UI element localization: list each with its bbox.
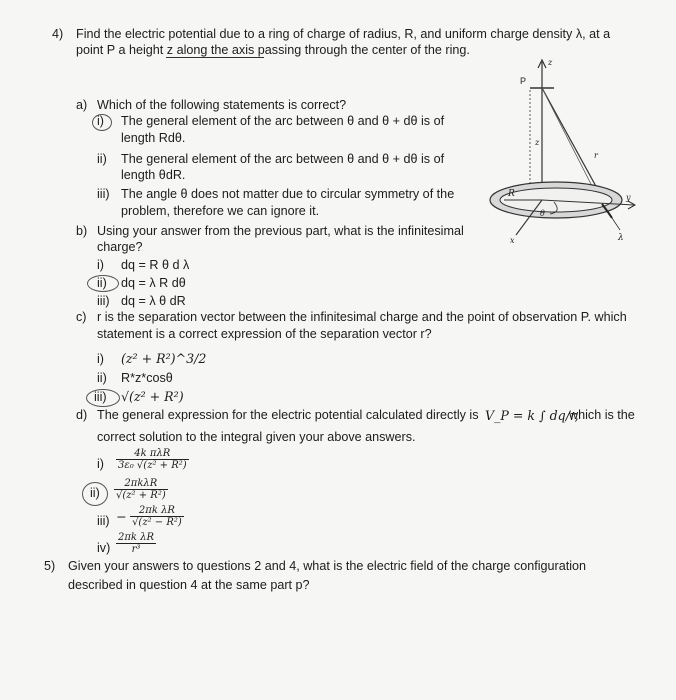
c-option-3-label: iii) — [94, 390, 107, 404]
a-option-1-label: i) — [97, 114, 104, 128]
a-option-1-line1: The general element of the arc between θ and θ + dθ is of — [121, 114, 445, 128]
q4-text-line2: point P a height z along the axis passing through the center of the ring. — [76, 43, 470, 57]
a-option-3-line2: problem, therefore we can ignore it. — [121, 204, 320, 218]
b-option-1: dq = R θ d λ — [121, 258, 190, 272]
part-c-label: c) — [76, 310, 87, 324]
label-x: x — [510, 236, 515, 245]
a-option-2-line2: length θdR. — [121, 168, 186, 182]
part-b-question-line1: Using your answer from the previous part, what is the infinitesimal — [97, 224, 464, 238]
q5-text-line1: Given your answers to questions 2 and 4, what is the electric field of the charge configuration — [68, 559, 587, 573]
part-d-question-line1-b: which is the — [569, 408, 635, 422]
d-option-3-label: iii) — [97, 514, 110, 528]
ring-charge-diagram — [484, 50, 644, 250]
label-R: R — [508, 189, 515, 199]
part-a-label: a) — [76, 98, 88, 112]
part-b-question-line2: charge? — [97, 240, 143, 254]
d-option-2: $\frac{\text{2πkλR}}{\text{√(z² + R²)}}$ — [116, 478, 166, 501]
label-theta: θ — [540, 209, 545, 218]
a-option-1-line2: length Rdθ. — [121, 131, 186, 145]
label-y: y — [626, 193, 631, 202]
d-option-4: $\frac{\text{2πk λR}}{\text{r³}}$ — [118, 532, 155, 555]
label-r: r — [594, 151, 598, 160]
a-option-2-line1: The general element of the arc between θ and θ + dθ is of — [121, 152, 445, 166]
q4-number: 4) — [52, 27, 64, 41]
potential-formula: V_P = k ∫ dq/r, — [485, 408, 579, 423]
label-p: P — [520, 76, 527, 86]
part-d-question-line1-a: The general expression for the electric potential calculated directly is — [97, 408, 479, 422]
d-option-1: $\frac{\text{4k πλR}}{\text{3ε₀ √(z² + R²)}}$ — [118, 448, 187, 471]
c-option-3: √(z² + R²) — [121, 389, 184, 404]
a-option-3-label: iii) — [97, 187, 110, 201]
a-option-3-line1: The angle θ does not matter due to circular symmetry of the — [121, 187, 455, 201]
part-d-question-line2: correct solution to the integral given your above answers. — [97, 430, 416, 444]
a-option-2-label: ii) — [97, 152, 107, 166]
q5-text-line2: described in question 4 at the same part p? — [68, 578, 310, 592]
q5-number: 5) — [44, 559, 56, 573]
part-c-question-line1: r is the separation vector between the infinitesimal charge and the point of observation P. which — [97, 310, 627, 324]
part-a-question: Which of the following statements is correct? — [97, 98, 347, 112]
label-lambda: λ — [618, 233, 624, 243]
b-option-2-label: ii) — [97, 276, 107, 290]
c-option-1: (z² + R²)^3/2 — [121, 351, 207, 366]
label-z: z — [535, 138, 540, 147]
b-option-3-label: iii) — [97, 294, 110, 308]
label-z-axis: z — [548, 58, 553, 67]
c-option-2: R*z*cosθ — [121, 371, 173, 385]
d-option-2-label: ii) — [90, 486, 100, 500]
part-d-label: d) — [76, 408, 88, 422]
c-option-2-label: ii) — [97, 371, 107, 385]
part-c-question-line2: statement is a correct expression of the separation vector r? — [97, 327, 432, 341]
underline-mark — [166, 57, 264, 58]
part-b-label: b) — [76, 224, 88, 238]
q4-text-line1: Find the electric potential due to a ring of charge of radius, R, and uniform charge density λ, at a — [76, 27, 611, 41]
c-option-1-label: i) — [97, 352, 104, 366]
d-option-3: − $\frac{\text{2πk λR}}{\text{√(z² − R²)}}$ — [116, 505, 182, 528]
b-option-3: dq = λ θ dR — [121, 294, 186, 308]
b-option-1-label: i) — [97, 258, 104, 272]
b-option-2: dq = λ R dθ — [121, 276, 186, 290]
d-option-4-label: iv) — [97, 541, 111, 555]
d-option-1-label: i) — [97, 457, 104, 471]
